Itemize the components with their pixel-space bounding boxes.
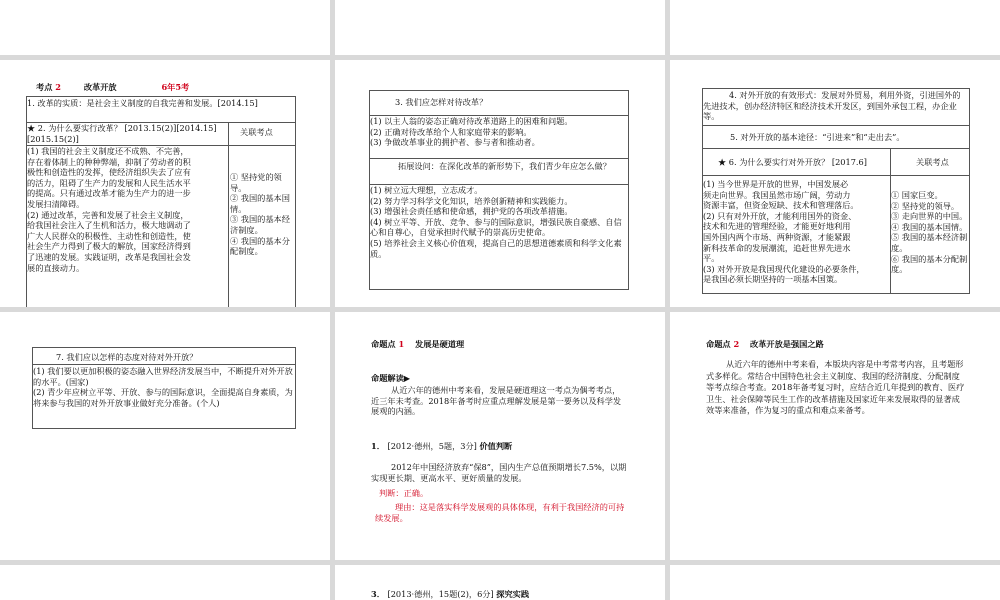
related-item: ② 坚持党的领导。: [891, 200, 960, 211]
q1-text: 1. 改革的实质：是社会主义制度的自我完善和发展。[2014.15]: [27, 98, 258, 108]
related-item: ① 国家巨变。: [891, 190, 943, 200]
answer-line: 了迅速的发展。实践证明，改革是我国社会发: [27, 251, 191, 262]
answer-line: (2) 努力学习科学文化知识，培养创新精神和实践能力。: [370, 195, 573, 206]
answer-line: (4) 树立平等、开放、竞争、参与的国际意识，增强民族自豪感、自信心和自尊心，自觉承担时代赋予的崇高历史使命。: [370, 216, 622, 238]
slide-partial-bottom-left: [0, 565, 330, 600]
q7-title: 7. 我们应以怎样的态度对待对外开放？: [56, 352, 198, 362]
slide-mingtidian-2[interactable]: [670, 312, 1000, 560]
answer-line: 须走向世界。我国虽然市场广阔，劳动力: [703, 189, 851, 200]
answer-judgement: 判断：正确。: [379, 488, 429, 498]
answer-line: 社会生产力得到了极大的解放，国家经济得到: [27, 241, 191, 252]
q2-title: ★ 2. 为什么要实行改革？ [2013.15(2)][2014.15][2015.15(2)]: [27, 123, 217, 144]
related-item: ⑥ 我国的基本分配制度。: [891, 253, 968, 275]
answer-line: 是我国必须长期坚持的一项基本国策。: [703, 274, 843, 285]
mingtidian-text: 从近六年的德州中考来看，本版块内容是中考常考内容，且考题形式多样化。常结合中国特色社会主义制度、我国的经济制度、分配制度等考点综合考查。2018年备考复习时，应结合近几年提到的教育、医疗卫生、社会保障等民生工作的改革措施及国家近年来发展取得的显著成效等来准备，作为复习的重点和难点来备考。: [706, 359, 965, 415]
answer-line: 展的直接动力。: [27, 262, 85, 273]
slide-partial-bottom-middle: [335, 565, 665, 600]
answer-line: 资源丰富，但资金短缺、技术和管理落后。: [703, 200, 859, 211]
question-1-text: 2012年中国经济放弃“保8”，国内生产总值预期增长7.5%，以期实现更长期、更高水平、更好质量的发展。: [371, 462, 627, 483]
answer-line: (3) 增强社会责任感和使命感，拥护党的各项改革措施。: [370, 206, 573, 217]
slide-mingtidian-1[interactable]: [335, 312, 665, 560]
q6-answer: [703, 179, 889, 285]
answer-line: (1) 我们要以更加积极的姿态融入世界经济发展当中，不断提升对外开放的水平。(国家): [33, 366, 293, 387]
q3-title: 3. 我们应怎样对待改革？: [395, 97, 488, 107]
q7-answers: [33, 366, 293, 408]
slide-partial-top-right: [670, 0, 1000, 55]
related-header: 关联考点: [916, 157, 949, 167]
answer-line: (2) 通过改革，完善和发展了社会主义制度，: [27, 209, 189, 220]
answer-line: (3) 对外开放是我国现代化建设的必要条件，: [703, 263, 865, 274]
q3-answers: [370, 116, 626, 148]
related-item: ① 坚持党的领导。: [230, 172, 282, 193]
answer-line: 发展扫清障碍。: [27, 198, 85, 209]
related-item: ③ 我国的基本经济制度。: [230, 214, 290, 235]
related-list: [230, 172, 294, 257]
jiedu-text: 从近六年的德州中考来看，发展是硬道理这一考点为偶考考点，近三年未考查。2018年备考时应重点理解发展是第一要务以及科学发展观的内涵。: [371, 385, 622, 417]
answer-line: 的提高。只有通过改革才能为生产力的进一步: [27, 188, 191, 199]
answer-line: 的活力，阻碍了生产力的发展和人民生活水平: [27, 177, 191, 188]
slide-reform-attitude[interactable]: [335, 60, 665, 307]
answer-line: (5) 培养社会主义核心价值观，提高自己的思想道德素质和科学文化素质。: [370, 237, 622, 259]
slide-kaodian-2[interactable]: [0, 60, 330, 307]
slide-partial-top-left: [0, 0, 330, 55]
related-list: [891, 190, 969, 275]
slide-opening-attitude[interactable]: [0, 312, 330, 560]
related-item: ③ 走向世界的中国。: [891, 211, 968, 222]
kaodian-heading: 考点 2 改革开放 6年5考: [36, 82, 190, 92]
q2-answer: [27, 146, 227, 273]
related-item: ④ 我国的基本国情。: [891, 221, 968, 232]
answer-line: (1) 以主人翁的姿态正确对待改革道路上的困难和问题。: [370, 116, 573, 126]
answer-line: (1) 我国的社会主义制度还不成熟、不完善，: [27, 146, 189, 156]
answer-line: 存在着体制上的种种弊端，抑制了劳动者的积: [27, 156, 191, 167]
related-item: ④ 我国的基本分配制度。: [230, 235, 290, 257]
answer-line: (2) 青少年应树立平等、开放、参与的国际意识，全面提高自身素质，为将来参与我国的对外开放事业做好充分准备。(个人): [33, 387, 293, 408]
q6-title: ★ 6. 为什么要实行对外开放？ [2017.6]: [718, 157, 867, 167]
answer-line: 给我国社会注入了生机和活力，极大地调动了: [27, 220, 191, 231]
answer-line: (1) 当今世界是开放的世界，中国发展必: [703, 179, 849, 189]
related-item: ⑤ 我国的基本经济制度。: [891, 232, 968, 253]
extension-answers: [370, 185, 626, 259]
related-header: 关联考点: [240, 127, 273, 137]
mingtidian-heading: 命题点 1 发展是硬道理: [371, 339, 465, 349]
slide-opening-up[interactable]: [670, 60, 1000, 307]
extension-question: 拓展设问：在深化改革的新形势下，我们青少年应怎么做？: [398, 161, 611, 171]
slide-partial-bottom-right: [670, 565, 1000, 600]
question-1-heading: 1． [2012·德州，5题，3分] 价值判断: [371, 441, 513, 451]
answer-line: (2) 只有对外开放，才能利用国外的资金、: [703, 210, 857, 221]
related-item: ② 我国的基本国情。: [230, 193, 290, 214]
jiedu-title: 命题解读▶: [371, 373, 411, 383]
mingtidian-heading: 命题点 2 改革开放是强国之路: [706, 339, 824, 349]
answer-line: 新科技革命的发展潮流，追赶世界先进水: [703, 242, 851, 253]
answer-line: (2) 正确对待改革给个人和家庭带来的影响。: [370, 126, 532, 137]
answer-line: 国外国内两个市场、两种资源，才能紧跟: [703, 231, 851, 242]
slide-partial-top-middle: [335, 0, 665, 55]
q5-text: 5. 对外开放的基本途径：“引进来”和“走出去”。: [730, 132, 905, 142]
answer-line: 广大人民群众的积极性、主动性和创造性，使: [27, 230, 191, 241]
question-3-heading: 3． [2013·德州，15题(2)，6分] 探究实践: [371, 589, 530, 599]
answer-line: 极性和创造性的发挥，使经济组织失去了应有: [27, 167, 191, 178]
q4-text: 4. 对外开放的有效形式：发展对外贸易，利用外资，引进国外的先进技术，创办经济特区和经济技术开发区，到国外承包工程，办企业等。: [703, 90, 961, 122]
answer-reason: 理由：这是落实科学发展观的具体体现，有利于我国经济的可持续发展。: [375, 502, 625, 523]
answer-line: (1) 树立远大理想，立志成才。: [370, 185, 483, 195]
answer-line: (3) 争做改革事业的拥护者、参与者和推动者。: [370, 137, 540, 148]
answer-line: 技术和先进的管理经验，才能更好地利用: [703, 221, 851, 232]
answer-line: 平。: [703, 253, 720, 264]
